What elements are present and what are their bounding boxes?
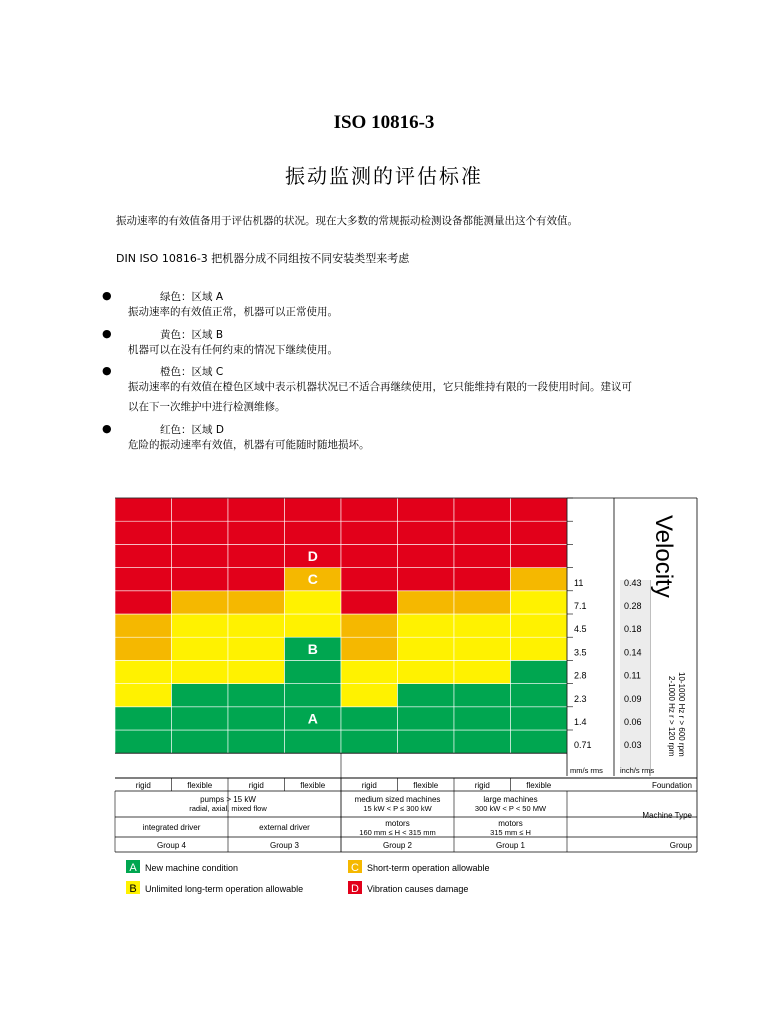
zone-cell-a <box>398 730 455 753</box>
legend-text: New machine condition <box>145 863 239 873</box>
tick-label-mm: 7.1 <box>574 601 587 612</box>
zone-cell-d <box>228 521 285 544</box>
zone-cell-a <box>285 660 342 683</box>
unit-inch: inch/s rms <box>620 766 655 775</box>
tick-label-inch: 0.03 <box>624 740 642 751</box>
zone-cell-c <box>228 591 285 614</box>
driver-label: integrated driver <box>142 823 201 832</box>
legend-text: Unlimited long-term operation allowable <box>145 884 304 894</box>
zone-cell-b <box>341 660 398 683</box>
zone-cell-d <box>172 521 229 544</box>
tick-label-inch: 0.11 <box>624 670 641 681</box>
foundation-label: flexible <box>413 781 439 790</box>
zone-b-heading: 黄色：区域 B <box>160 329 224 341</box>
zone-cell-d <box>341 568 398 591</box>
tick-label-mm: 3.5 <box>574 647 587 658</box>
zone-cell-d <box>398 568 455 591</box>
zone-cell-b <box>398 637 455 660</box>
legend-letter: D <box>351 883 359 895</box>
zone-cell-c <box>511 568 568 591</box>
zone-cell-a <box>511 707 568 730</box>
tick-label-mm: 0.71 <box>574 740 592 751</box>
zone-cell-a <box>228 730 285 753</box>
bullet-dot: ● <box>102 364 112 377</box>
foundation-label: rigid <box>361 781 377 790</box>
zone-cell-d <box>172 498 229 521</box>
zone-cell-b <box>398 660 455 683</box>
zone-cell-b <box>454 614 511 637</box>
zone-cell-b <box>228 660 285 683</box>
machine-type-heading: Machine Type <box>642 811 692 820</box>
zone-cell-d <box>341 544 398 567</box>
group-label: Group 2 <box>383 841 412 850</box>
zone-cell-c <box>454 591 511 614</box>
zone-a-heading: 绿色：区域 A <box>160 291 224 303</box>
zone-cell-b <box>511 637 568 660</box>
zone-cell-d <box>285 498 342 521</box>
zone-cell-a <box>511 660 568 683</box>
zone-cell-d <box>341 521 398 544</box>
zone-cell-d <box>398 544 455 567</box>
zone-cell-a <box>172 707 229 730</box>
intro-paragraph: 振动速率的有效值备用于评估机器的状况。现在大多数的常规振动检测设备都能测量出这个有效值。 <box>116 215 578 227</box>
zone-cell-d <box>172 544 229 567</box>
zone-cell-c <box>115 637 172 660</box>
zone-cell-d <box>228 568 285 591</box>
zone-cell-d <box>341 498 398 521</box>
zone-cell-b <box>454 660 511 683</box>
zone-a-text: 振动速率的有效值正常，机器可以正常使用。 <box>128 306 338 318</box>
zone-cell-d <box>115 591 172 614</box>
foundation-label: rigid <box>248 781 264 790</box>
driver-line1: motors <box>498 819 523 828</box>
zone-cell-b <box>228 614 285 637</box>
zone-cell-d <box>285 521 342 544</box>
legend-text: Vibration causes damage <box>367 884 469 894</box>
zone-cell-d <box>398 521 455 544</box>
foundation-label: flexible <box>187 781 213 790</box>
zone-cell-d <box>454 498 511 521</box>
zone-cell-a <box>172 730 229 753</box>
zone-marker-b: B <box>307 640 318 657</box>
tick-label-mm: 2.8 <box>574 670 587 681</box>
zone-cell-c <box>341 637 398 660</box>
zone-cell-a <box>454 684 511 707</box>
unit-mm: mm/s rms <box>570 766 603 775</box>
legend-letter: C <box>351 862 359 874</box>
zone-cell-c <box>115 614 172 637</box>
frequency-range-1: 10-1000 Hz r > 600 rpm <box>677 672 686 757</box>
zone-marker-a: A <box>307 710 318 727</box>
driver-line2: 160 mm ≤ H < 315 mm <box>359 828 436 837</box>
zone-c-heading: 橙色：区域 C <box>160 366 224 378</box>
zone-cell-b <box>341 684 398 707</box>
page-title: ISO 10816-3 <box>333 112 435 133</box>
zone-cell-b <box>285 591 342 614</box>
zone-cell-d <box>398 498 455 521</box>
zone-cell-c <box>341 614 398 637</box>
zone-cell-b <box>228 637 285 660</box>
foundation-heading: Foundation <box>651 781 692 790</box>
din-paragraph: DIN ISO 10816-3 把机器分成不同组按不同安装类型来考虑 <box>116 252 410 265</box>
zone-cell-a <box>511 730 568 753</box>
zone-cell-a <box>341 730 398 753</box>
foundation-label: flexible <box>300 781 326 790</box>
legend-letter: B <box>129 883 137 895</box>
zone-cell-a <box>228 684 285 707</box>
tick-label-inch: 0.06 <box>624 717 642 728</box>
zone-d-text: 危险的振动速率有效值，机器有可能随时随地损坏。 <box>128 439 370 451</box>
zone-cell-a <box>172 684 229 707</box>
zone-cell-a <box>341 707 398 730</box>
zone-cell-a <box>115 730 172 753</box>
machine-type-line1: medium sized machines <box>354 795 441 804</box>
tick-label-inch: 0.14 <box>624 647 642 658</box>
bullet-dot: ● <box>102 422 112 435</box>
driver-line1: motors <box>385 819 410 828</box>
foundation-label: rigid <box>135 781 151 790</box>
zone-cell-d <box>454 521 511 544</box>
zone-d-heading: 红色：区域 D <box>160 424 224 436</box>
zone-cell-d <box>228 544 285 567</box>
machine-type-line1: pumps > 15 kW <box>200 795 256 804</box>
group-label: Group 1 <box>496 841 525 850</box>
zone-cell-b <box>511 591 568 614</box>
zone-cell-a <box>115 707 172 730</box>
machine-type-line1: large machines <box>483 795 538 804</box>
tick-label-mm: 11 <box>574 577 584 588</box>
zone-cell-d <box>115 521 172 544</box>
foundation-label: flexible <box>526 781 552 790</box>
zone-cell-a <box>285 730 342 753</box>
tick-label-mm: 2.3 <box>574 693 587 704</box>
tick-label-inch: 0.43 <box>624 577 642 588</box>
driver-label: external driver <box>259 823 310 832</box>
machine-type-line2: 15 kW < P ≤ 300 kW <box>363 804 432 813</box>
tick-label-inch: 0.18 <box>624 624 642 635</box>
tick-label-mm: 1.4 <box>574 717 587 728</box>
zone-marker-d: D <box>307 548 318 564</box>
legend-letter: A <box>129 862 137 874</box>
zone-cell-d <box>454 568 511 591</box>
zone-cell-b <box>115 660 172 683</box>
zone-cell-a <box>398 707 455 730</box>
frequency-range-2: 2-1000 Hz r > 120 rpm <box>667 676 676 757</box>
zone-cell-b <box>172 637 229 660</box>
zone-cell-d <box>228 498 285 521</box>
foundation-label: rigid <box>474 781 490 790</box>
zone-cell-a <box>398 684 455 707</box>
tick-label-inch: 0.28 <box>624 601 642 612</box>
zone-cell-d <box>115 568 172 591</box>
zone-cell-a <box>454 707 511 730</box>
zone-cell-d <box>115 544 172 567</box>
zone-cell-d <box>172 568 229 591</box>
zone-cell-d <box>511 521 568 544</box>
page-subtitle: 振动监测的评估标准 <box>285 164 483 188</box>
machine-type-line2: radial, axial, mixed flow <box>189 804 267 813</box>
group-heading: Group <box>669 841 692 850</box>
zone-cell-d <box>341 591 398 614</box>
zone-cell-d <box>511 498 568 521</box>
zone-cell-a <box>285 684 342 707</box>
velocity-label: Velocity <box>650 515 677 598</box>
zone-cell-b <box>172 614 229 637</box>
zone-cell-b <box>285 614 342 637</box>
zone-cell-d <box>511 544 568 567</box>
zone-c-text-2: 以在下一次维护中进行检测维修。 <box>128 401 286 413</box>
zone-cell-b <box>454 637 511 660</box>
zone-cell-b <box>398 614 455 637</box>
zone-cell-c <box>172 591 229 614</box>
group-label: Group 4 <box>157 841 186 850</box>
zone-cell-d <box>115 498 172 521</box>
zone-cell-a <box>454 730 511 753</box>
bullet-dot: ● <box>102 327 112 340</box>
bullet-dot: ● <box>102 289 112 302</box>
driver-line2: 315 mm ≤ H <box>490 828 531 837</box>
zone-b-text: 机器可以在没有任何约束的情况下继续使用。 <box>128 344 338 356</box>
zone-cell-c <box>398 591 455 614</box>
zone-cell-b <box>511 614 568 637</box>
zone-cell-d <box>454 544 511 567</box>
zone-c-text-1: 振动速率的有效值在橙色区域中表示机器状况已不适合再继续使用，它只能维持有限的一段使用时间。建议可 <box>128 381 632 393</box>
zone-cell-b <box>115 684 172 707</box>
group-label: Group 3 <box>270 841 299 850</box>
zone-marker-c: C <box>307 571 318 588</box>
zone-cell-b <box>172 660 229 683</box>
tick-label-mm: 4.5 <box>574 624 587 635</box>
tick-label-inch: 0.09 <box>624 693 642 704</box>
zone-cell-a <box>228 707 285 730</box>
legend-text: Short-term operation allowable <box>367 863 490 873</box>
zone-cell-a <box>511 684 568 707</box>
machine-type-line2: 300 kW < P < 50 MW <box>474 804 547 813</box>
